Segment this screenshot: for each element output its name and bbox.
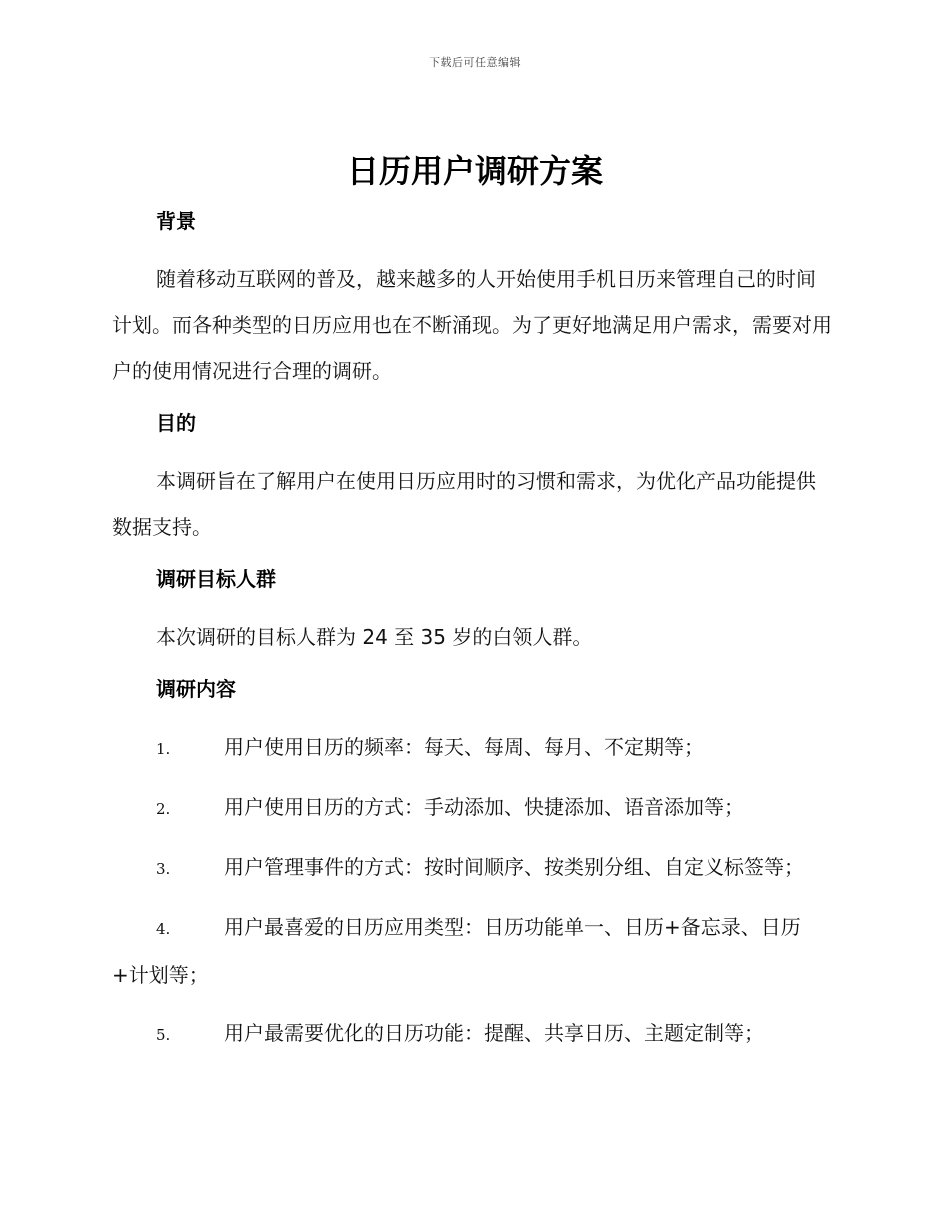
section-paragraph: 本次调研的目标人群为 24 至 35 岁的白领人群。 [156,625,593,649]
document-body [112,206,832,1070]
list-item [112,904,832,998]
list-item-text: 用户最需要优化的日历功能：提醒、共享日历、主题定制等； [224,1021,764,1045]
list-item-number: 4. [156,920,171,938]
list-item-number: 5. [156,1026,171,1044]
section-heading: 目的 [156,411,196,435]
section-paragraph: 随着移动互联网的普及，越来越多的人开始使用手机日历来管理自己的时间计划。而各种类型的日历应用也在不断涌现。为了更好地满足用户需求，需要对用户的使用情况进行合理的调研。 [112,267,832,383]
header-note: 下载后可任意编辑 [429,56,521,69]
list-item-text: 用户管理事件的方式：按时间顺序、按类别分组、自定义标签等； [224,855,804,879]
list-item [112,724,832,772]
document-title: 日历用户调研方案 [346,152,603,190]
list-item [112,844,832,892]
section-purpose [112,408,832,550]
section-content [112,674,832,1058]
content-list [112,724,832,1058]
section-background [112,206,832,394]
list-item [112,784,832,832]
list-item-number: 1. [156,740,171,758]
section-heading: 背景 [156,209,196,233]
list-item-text: 用户最喜爱的日历应用类型：日历功能单一、日历+备忘录、日历+计划等； [112,915,801,987]
list-item-text: 用户使用日历的频率：每天、每周、每月、不定期等； [224,735,704,759]
section-heading: 调研目标人群 [156,567,276,591]
list-item-text: 用户使用日历的方式：手动添加、快捷添加、语音添加等； [224,795,744,819]
list-item [112,1010,832,1058]
list-item-number: 2. [156,800,171,818]
section-paragraph: 本调研旨在了解用户在使用日历应用时的习惯和需求，为优化产品功能提供数据支持。 [112,469,816,539]
list-item-number: 3. [156,860,171,878]
section-heading: 调研内容 [156,677,236,701]
section-target-group [112,564,832,660]
